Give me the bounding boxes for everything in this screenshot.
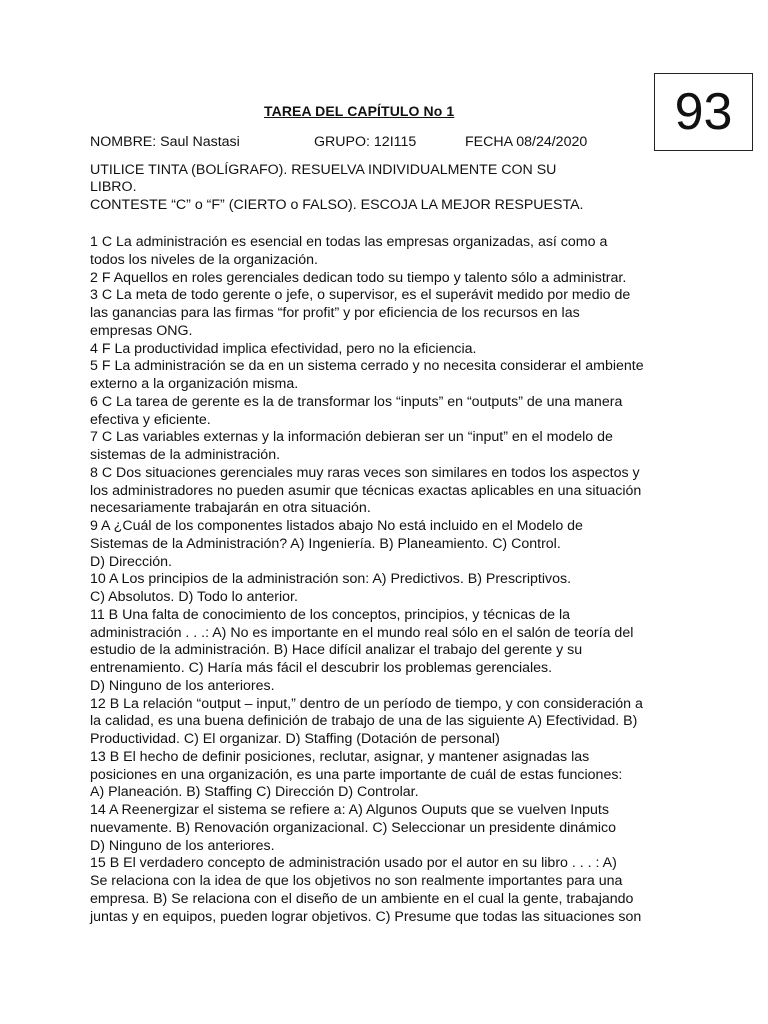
question-line: 7 C Las variables externas y la información debieran ser un “input” en el modelo de: [90, 429, 613, 446]
question-line: empresas ONG.: [90, 322, 193, 339]
question-line: posiciones en una organización, es una parte importante de cuál de estas funciones:: [90, 766, 623, 783]
question-line: 3 C La meta de todo gerente o jefe, o supervisor, es el superávit medido por medio de: [90, 287, 631, 304]
question-line: necesariamente trabajarán en otra situación.: [90, 500, 371, 517]
question-line: 8 C Dos situaciones gerenciales muy raras veces son similares en todos los aspectos y: [90, 464, 640, 481]
question-line: estudio de la administración. B) Hace difícil analizar el trabajo del gerente y su: [90, 642, 583, 659]
score-box: [654, 73, 753, 151]
question-line: sistemas de la administración.: [90, 447, 281, 463]
question-line: 15 B El verdadero concepto de administración usado por el autor en su libro . . . : A): [90, 855, 617, 872]
question-line: 11 B Una falta de conocimiento de los conceptos, principios, y técnicas de la: [90, 606, 571, 623]
question-line: entrenamiento. C) Haría más fácil el descubrir los problemas gerenciales.: [90, 660, 553, 676]
question-line: 9 A ¿Cuál de los componentes listados abajo No está incluido en el Modelo de: [90, 518, 583, 534]
question-line: 13 B El hecho de definir posiciones, reclutar, asignar, y mantener asignadas las: [90, 748, 590, 765]
question-line: los administradores no pueden asumir que técnicas exactas aplicables en una situación: [90, 482, 642, 499]
question-line: 14 A Reenergizar el sistema se refiere a: A) Algunos Ouputs que se vuelven Inputs: [90, 802, 609, 818]
question-line: 1 C La administración es esencial en todas las empresas organizadas, así como a: [90, 234, 608, 250]
document-title: TAREA DEL CAPÍTULO No 1: [264, 103, 455, 119]
question-line: D) Ninguno de los anteriores.: [90, 837, 275, 854]
question-line: 5 F La administración se da en un sistema cerrado y no necesita considerar el ambiente: [90, 358, 644, 375]
date: FECHA 08/24/2020: [465, 134, 588, 150]
question-line: empresa. B) Se relaciona con el diseño de un ambiente en el cual la gente, trabajando: [90, 890, 634, 907]
score-value: 93: [674, 83, 733, 141]
question-line: Sistemas de la Administración? A) Ingeniería. B) Planeamiento. C) Control.: [90, 535, 561, 552]
question-line: juntas y en equipos, pueden lograr objetivos. C) Presume que todas las situaciones son: [90, 908, 642, 925]
question-line: 10 A Los principios de la administración son: A) Predictivos. B) Prescriptivos.: [90, 571, 572, 588]
student-name: NOMBRE: Saul Nastasi: [90, 134, 240, 150]
question-line: la calidad, es una buena definición de trabajo de una de las siguiente A) Efectividad. B): [90, 713, 638, 730]
question-line: las ganancias para las firmas “for profit” y por eficiencia de los recursos en las: [90, 305, 580, 321]
question-line: 2 F Aquellos en roles gerenciales dedican todo su tiempo y talento sólo a administrar.: [90, 269, 627, 286]
question-line: externo a la organización misma.: [90, 376, 299, 392]
instructions: [90, 162, 680, 214]
question-line: 6 C La tarea de gerente es la de transformar los “inputs” en “outputs” de una manera: [90, 393, 623, 410]
question-line: Productividad. C) El organizar. D) Staffing (Dotación de personal): [90, 731, 500, 747]
instruction-line: UTILICE TINTA (BOLÍGRAFO). RESUELVA INDIVIDUALMENTE CON SU: [90, 162, 557, 178]
group-code: GRUPO: 12I115: [314, 134, 417, 150]
question-line: efectiva y eficiente.: [90, 411, 211, 428]
question-line: 4 F La productividad implica efectividad, pero no la eficiencia.: [90, 340, 477, 357]
question-line: D) Dirección.: [90, 553, 172, 570]
question-line: administración . . .: A) No es importante en el mundo real sólo en el salón de teoría del: [90, 624, 634, 641]
question-line: todos los niveles de la organización.: [90, 251, 318, 268]
question-line: 12 B La relación “output – input,” dentro de un período de tiempo, y con consideración a: [90, 695, 643, 712]
question-line: nuevamente. B) Renovación organizacional. C) Seleccionar un presidente dinámico: [90, 819, 617, 836]
instruction-line: CONTESTE “C” o “F” (CIERTO o FALSO). ESCOJA LA MEJOR RESPUESTA.: [90, 196, 584, 213]
questions-body: [90, 234, 686, 926]
question-line: C) Absolutos. D) Todo lo anterior.: [90, 589, 298, 605]
question-line: Se relaciona con la idea de que los objetivos no son realmente importantes para una: [90, 873, 623, 889]
question-line: A) Planeación. B) Staffing C) Dirección D) Controlar.: [90, 784, 419, 801]
question-line: D) Ninguno de los anteriores.: [90, 677, 275, 694]
instruction-line: LIBRO.: [90, 179, 137, 196]
